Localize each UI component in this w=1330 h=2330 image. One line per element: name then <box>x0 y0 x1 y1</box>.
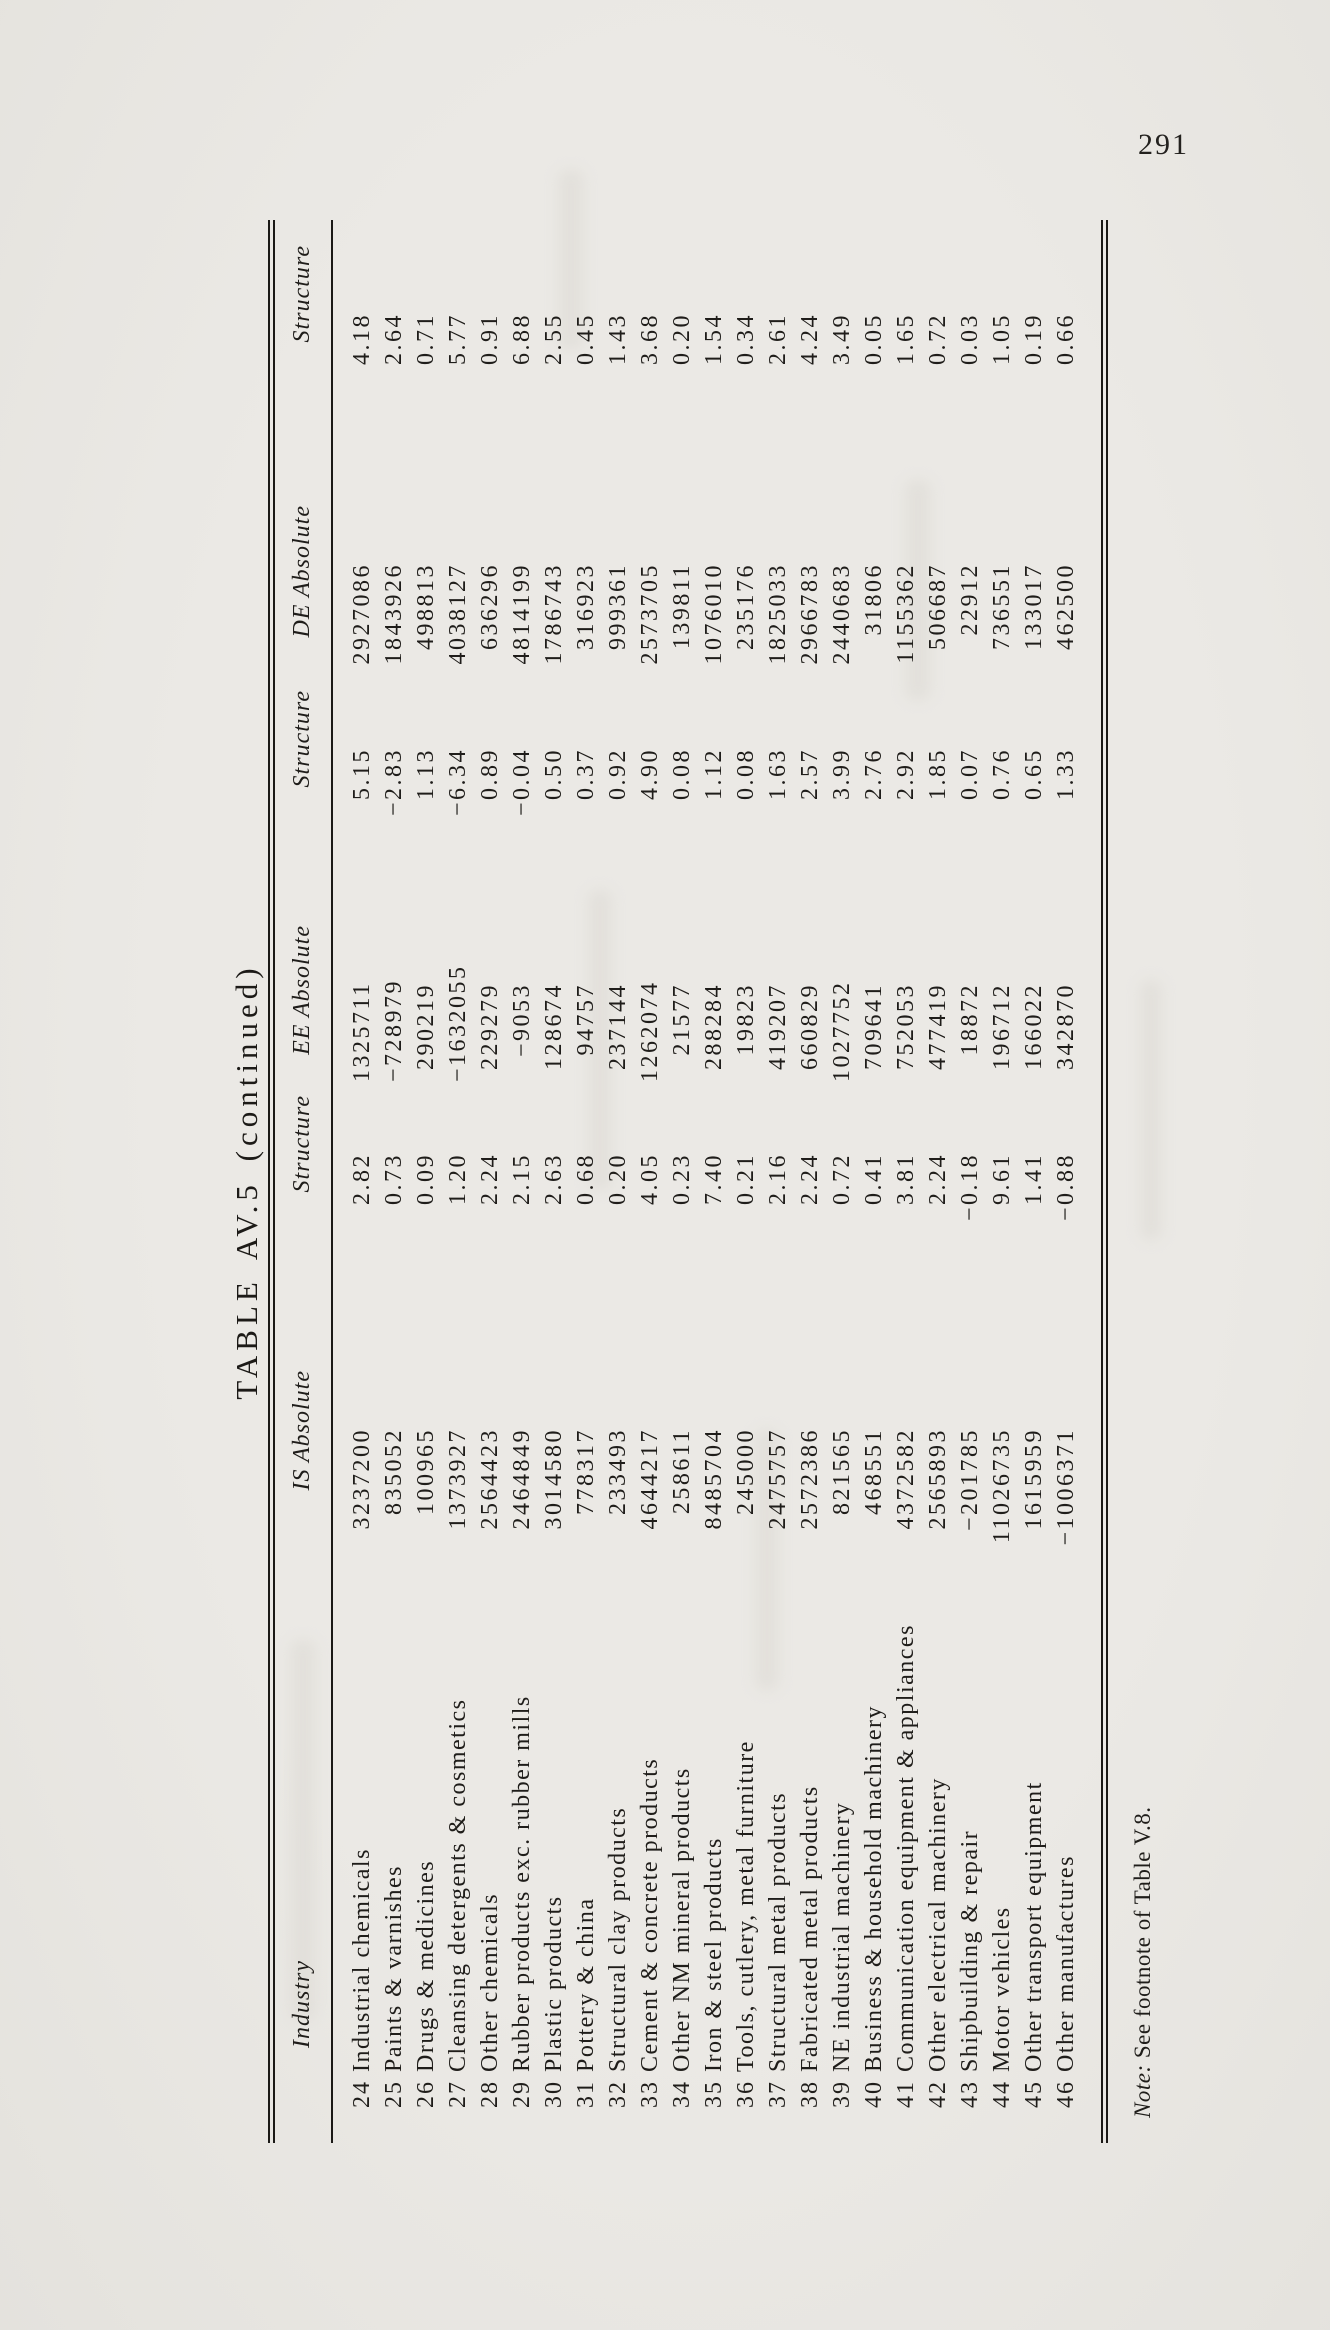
table-row <box>890 220 922 2143</box>
table-row <box>378 220 410 2143</box>
is-absolute-value: 778317 <box>572 1428 599 1515</box>
industry-name: Structural clay products <box>604 1806 631 2072</box>
row-number: 43 <box>956 2080 983 2108</box>
is-structure-value: 2.63 <box>540 1153 567 1205</box>
is-structure-value: 2.15 <box>508 1153 535 1205</box>
row-number: 28 <box>476 2080 503 2108</box>
ee-absolute-value: 752053 <box>892 983 919 1070</box>
industry-name: Cement & concrete products <box>636 1757 663 2072</box>
row-number: 35 <box>700 2080 727 2108</box>
is-absolute-value: 4372582 <box>892 1428 919 1530</box>
de-absolute-value: 736551 <box>988 563 1015 650</box>
row-number: 37 <box>764 2080 791 2108</box>
de-absolute-value: 1786743 <box>540 563 567 665</box>
de-absolute-value: 22912 <box>956 563 983 636</box>
de-structure-value: 3.68 <box>636 313 663 365</box>
de-absolute-value: 2927086 <box>348 563 375 665</box>
table-row <box>506 220 538 2143</box>
is-structure-value: 0.21 <box>732 1153 759 1205</box>
table-row <box>410 220 442 2143</box>
is-absolute-value: 1373927 <box>444 1428 471 1530</box>
ee-absolute-value: 19823 <box>732 983 759 1056</box>
de-absolute-value: 133017 <box>1020 563 1047 650</box>
is-structure-value: 0.68 <box>572 1153 599 1205</box>
industry-name: Rubber products exc. rubber mills <box>508 1695 535 2072</box>
de-structure-value: 1.65 <box>892 313 919 365</box>
de-structure-value: 3.49 <box>828 313 855 365</box>
de-structure-value: 2.61 <box>764 313 791 365</box>
is-structure-value: 0.73 <box>380 1153 407 1205</box>
row-number: 39 <box>828 2080 855 2108</box>
is-structure-value: 0.09 <box>412 1153 439 1205</box>
ee-absolute-value: 1325711 <box>348 981 375 1082</box>
is-absolute-value: 2475757 <box>764 1428 791 1530</box>
table-row <box>634 220 666 2143</box>
industry-name: Paints & varnishes <box>380 1865 407 2072</box>
ee-structure-value: 0.50 <box>540 748 567 800</box>
row-number: 46 <box>1052 2080 1079 2108</box>
is-structure-value: 2.16 <box>764 1153 791 1205</box>
is-structure-value: 1.20 <box>444 1153 471 1205</box>
is-structure-value: −0.18 <box>956 1153 983 1222</box>
industry-name: Other NM mineral products <box>668 1767 695 2072</box>
data-table <box>268 220 1108 2143</box>
ee-structure-value: 0.37 <box>572 748 599 800</box>
is-structure-value: 2.82 <box>348 1153 375 1205</box>
de-absolute-value: 636296 <box>476 563 503 650</box>
ee-structure-value: 1.85 <box>924 748 951 800</box>
de-structure-value: 2.64 <box>380 313 407 365</box>
de-structure-value: 0.72 <box>924 313 951 365</box>
table-row <box>442 220 474 2143</box>
ee-absolute-value: 290219 <box>412 983 439 1070</box>
table-row <box>570 220 602 2143</box>
row-number: 45 <box>1020 2080 1047 2108</box>
is-absolute-value: 3237200 <box>348 1428 375 1530</box>
de-absolute-value: 2440683 <box>828 563 855 665</box>
de-structure-value: 2.55 <box>540 313 567 365</box>
industry-name: Business & household machinery <box>860 1705 887 2072</box>
is-absolute-value: 3014580 <box>540 1428 567 1530</box>
ee-structure-value: 1.12 <box>700 748 727 800</box>
row-number: 26 <box>412 2080 439 2108</box>
row-number: 42 <box>924 2080 951 2108</box>
is-absolute-value: 821565 <box>828 1428 855 1515</box>
table-row <box>1050 220 1105 2143</box>
de-absolute-value: 462500 <box>1052 563 1079 650</box>
is-absolute-value: 2565893 <box>924 1428 951 1530</box>
note-label: Note: <box>1129 2064 1155 2118</box>
ee-structure-value: 0.08 <box>732 748 759 800</box>
de-structure-value: 4.24 <box>796 313 823 365</box>
industry-name: Other transport equipment <box>1020 1781 1047 2072</box>
is-absolute-value: 2564423 <box>476 1428 503 1530</box>
de-absolute-value: 2966783 <box>796 563 823 665</box>
is-absolute-value: 2464849 <box>508 1428 535 1530</box>
industry-name: Industrial chemicals <box>348 1848 375 2072</box>
is-structure-value: 9.61 <box>988 1153 1015 1205</box>
table-row <box>762 220 794 2143</box>
table-row <box>538 220 570 2143</box>
row-number: 32 <box>604 2080 631 2108</box>
col-header-industry: Industry <box>272 1623 332 2143</box>
ee-absolute-value: 1262074 <box>636 980 663 1082</box>
ee-structure-value: 5.15 <box>348 748 375 800</box>
is-structure-value: 0.72 <box>828 1153 855 1205</box>
col-header-de-absolute: DE Absolute <box>272 493 332 678</box>
ee-absolute-value: 18872 <box>956 983 983 1056</box>
de-structure-value: 0.45 <box>572 313 599 365</box>
ee-absolute-value: 229279 <box>476 983 503 1070</box>
industry-name: Structural metal products <box>764 1791 791 2072</box>
industry-name: Shipbuilding & repair <box>956 1829 983 2072</box>
row-number: 25 <box>380 2080 407 2108</box>
row-number: 44 <box>988 2080 1015 2108</box>
page-number: 291 <box>1138 128 1189 161</box>
de-absolute-value: 1843926 <box>380 563 407 665</box>
ee-absolute-value: −728979 <box>380 978 407 1082</box>
industry-name: Other manufactures <box>1052 1855 1079 2072</box>
is-absolute-value: 835052 <box>380 1428 407 1515</box>
de-structure-value: 6.88 <box>508 313 535 365</box>
de-structure-value: 0.03 <box>956 313 983 365</box>
industry-name: Motor vehicles <box>988 1906 1015 2072</box>
ee-absolute-value: 342870 <box>1052 983 1079 1070</box>
de-absolute-value: 1825033 <box>764 563 791 665</box>
row-number: 40 <box>860 2080 887 2108</box>
de-absolute-value: 4038127 <box>444 563 471 665</box>
col-header-is-absolute: IS Absolute <box>272 1358 332 1623</box>
de-structure-value: 0.71 <box>412 313 439 365</box>
de-absolute-value: 1076010 <box>700 563 727 665</box>
ee-structure-value: 0.89 <box>476 748 503 800</box>
is-structure-value: 2.24 <box>796 1153 823 1205</box>
industry-name: Plastic products <box>540 1895 567 2072</box>
is-structure-value: 4.05 <box>636 1153 663 1205</box>
ee-absolute-value: 128674 <box>540 983 567 1070</box>
industry-name: Tools, cutlery, metal furniture <box>732 1740 759 2072</box>
row-number: 38 <box>796 2080 823 2108</box>
is-absolute-value: 2572386 <box>796 1428 823 1530</box>
row-number: 29 <box>508 2080 535 2108</box>
de-absolute-value: 316923 <box>572 563 599 650</box>
header-row <box>272 220 332 2143</box>
ee-absolute-value: 21577 <box>668 983 695 1056</box>
ee-structure-value: 1.63 <box>764 748 791 800</box>
de-absolute-value: 498813 <box>412 563 439 650</box>
ee-absolute-value: −9053 <box>508 983 535 1058</box>
de-structure-value: 0.91 <box>476 313 503 365</box>
is-structure-value: 0.20 <box>604 1153 631 1205</box>
is-structure-value: 2.24 <box>924 1153 951 1205</box>
ee-structure-value: 0.92 <box>604 748 631 800</box>
industry-name: Other chemicals <box>476 1892 503 2072</box>
de-absolute-value: 4814199 <box>508 563 535 665</box>
row-number: 30 <box>540 2080 567 2108</box>
row-number: 33 <box>636 2080 663 2108</box>
industry-name: NE industrial machinery <box>828 1801 855 2072</box>
ee-structure-value: 0.08 <box>668 748 695 800</box>
is-structure-value: 0.41 <box>860 1153 887 1205</box>
ee-structure-value: 0.07 <box>956 748 983 800</box>
ee-structure-value: 0.65 <box>1020 748 1047 800</box>
ee-structure-value: 2.76 <box>860 748 887 800</box>
ee-structure-value: −6.34 <box>444 748 471 817</box>
de-absolute-value: 31806 <box>860 563 887 636</box>
table-row <box>1018 220 1050 2143</box>
note-text: See footnote of Table V.8. <box>1129 1806 1155 2059</box>
ee-structure-value: 1.33 <box>1052 748 1079 800</box>
is-structure-value: 3.81 <box>892 1153 919 1205</box>
de-absolute-value: 999361 <box>604 563 631 650</box>
ee-absolute-value: 477419 <box>924 983 951 1070</box>
col-header-is-structure: Structure <box>272 1083 332 1358</box>
de-absolute-value: 139811 <box>668 563 695 650</box>
table-row <box>474 220 506 2143</box>
de-structure-value: 4.18 <box>348 313 375 365</box>
table-body <box>332 220 1105 2143</box>
de-structure-value: 0.19 <box>1020 313 1047 365</box>
table-row <box>858 220 890 2143</box>
table-row <box>698 220 730 2143</box>
ee-absolute-value: 660829 <box>796 983 823 1070</box>
de-structure-value: 1.05 <box>988 313 1015 365</box>
table-row <box>794 220 826 2143</box>
industry-name: Communication equipment & appliances <box>892 1624 919 2072</box>
de-absolute-value: 235176 <box>732 563 759 650</box>
col-header-de-structure: Structure <box>272 220 332 493</box>
industry-name: Drugs & medicines <box>412 1859 439 2072</box>
table-note <box>1130 220 1156 2118</box>
ee-absolute-value: 196712 <box>988 983 1015 1070</box>
row-number: 41 <box>892 2080 919 2108</box>
row-number: 27 <box>444 2080 471 2108</box>
is-absolute-value: 11026735 <box>988 1428 1015 1544</box>
ee-absolute-value: 709641 <box>860 983 887 1070</box>
is-structure-value: 2.24 <box>476 1153 503 1205</box>
table-title: TABLE AV.5 (continued) <box>229 963 264 1400</box>
ee-absolute-value: 166022 <box>1020 983 1047 1070</box>
industry-name: Other electrical machinery <box>924 1777 951 2072</box>
de-absolute-value: 506687 <box>924 563 951 650</box>
ee-structure-value: 2.92 <box>892 748 919 800</box>
ee-absolute-value: 1027752 <box>828 980 855 1082</box>
is-absolute-value: 258611 <box>668 1428 695 1515</box>
row-number: 31 <box>572 2080 599 2108</box>
industry-name: Fabricated metal products <box>796 1785 823 2072</box>
is-structure-value: 7.40 <box>700 1153 727 1205</box>
de-absolute-value: 2573705 <box>636 563 663 665</box>
table-row <box>332 220 378 2143</box>
is-absolute-value: 1615959 <box>1020 1428 1047 1530</box>
ee-absolute-value: 94757 <box>572 983 599 1056</box>
is-absolute-value: 468551 <box>860 1428 887 1515</box>
is-absolute-value: 8485704 <box>700 1428 727 1530</box>
ee-structure-value: −0.04 <box>508 748 535 817</box>
de-structure-value: 0.66 <box>1052 313 1079 365</box>
is-structure-value: 1.41 <box>1020 1153 1047 1205</box>
is-structure-value: 0.23 <box>668 1153 695 1205</box>
ee-structure-value: 1.13 <box>412 748 439 800</box>
ee-structure-value: 0.76 <box>988 748 1015 800</box>
ee-structure-value: −2.83 <box>380 748 407 817</box>
table-row <box>954 220 986 2143</box>
rotated-table-block <box>228 220 1155 2143</box>
row-number: 24 <box>348 2080 375 2108</box>
table-row <box>922 220 954 2143</box>
is-absolute-value: 100965 <box>412 1428 439 1515</box>
de-structure-value: 0.05 <box>860 313 887 365</box>
de-structure-value: 5.77 <box>444 313 471 365</box>
industry-name: Iron & steel products <box>700 1837 727 2072</box>
de-structure-value: 0.20 <box>668 313 695 365</box>
ee-structure-value: 3.99 <box>828 748 855 800</box>
ee-absolute-value: 237144 <box>604 983 631 1070</box>
is-absolute-value: 233493 <box>604 1428 631 1515</box>
ee-absolute-value: 288284 <box>700 983 727 1070</box>
table-row <box>986 220 1018 2143</box>
is-absolute-value: −201785 <box>956 1428 983 1532</box>
de-absolute-value: 1155362 <box>892 563 919 664</box>
industry-name: Pottery & china <box>572 1897 599 2072</box>
row-number: 34 <box>668 2080 695 2108</box>
row-number: 36 <box>732 2080 759 2108</box>
table-row <box>730 220 762 2143</box>
table-row <box>826 220 858 2143</box>
de-structure-value: 0.34 <box>732 313 759 365</box>
ee-absolute-value: 419207 <box>764 983 791 1070</box>
table-row <box>602 220 634 2143</box>
is-absolute-value: 4644217 <box>636 1428 663 1530</box>
is-absolute-value: −1006371 <box>1052 1428 1079 1546</box>
ee-structure-value: 2.57 <box>796 748 823 800</box>
industry-name: Cleansing detergents & cosmetics <box>444 1698 471 2072</box>
is-structure-value: −0.88 <box>1052 1153 1079 1222</box>
table-row <box>666 220 698 2143</box>
is-absolute-value: 245000 <box>732 1428 759 1515</box>
col-header-ee-absolute: EE Absolute <box>272 913 332 1083</box>
ee-absolute-value: −1632055 <box>444 964 471 1082</box>
de-structure-value: 1.43 <box>604 313 631 365</box>
col-header-ee-structure: Structure <box>272 678 332 913</box>
ee-structure-value: 4.90 <box>636 748 663 800</box>
de-structure-value: 1.54 <box>700 313 727 365</box>
